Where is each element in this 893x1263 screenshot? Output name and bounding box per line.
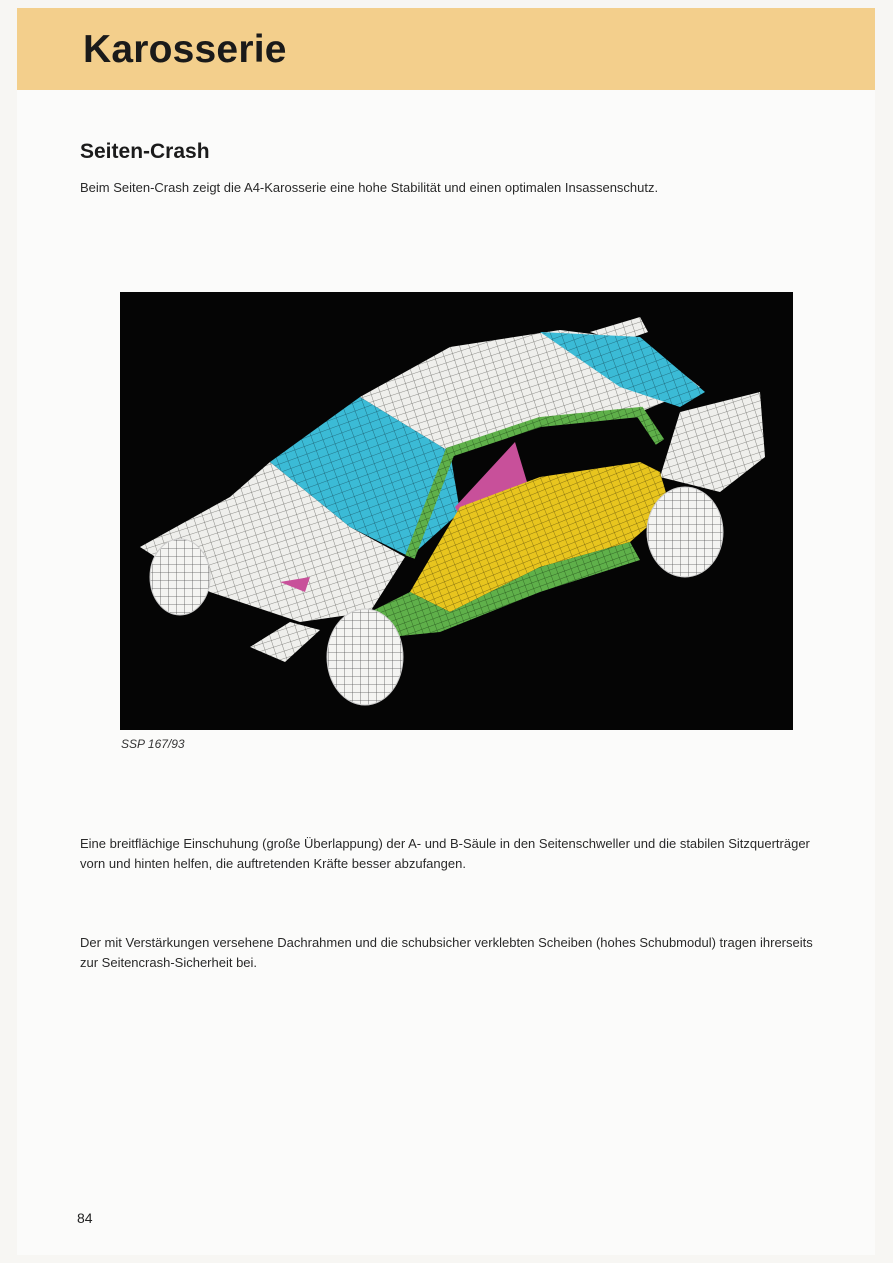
intro-paragraph: Beim Seiten-Crash zeigt die A4-Karosserie eine hohe Stabilität und einen optimalen Insassenschutz.: [80, 180, 659, 195]
header-band: [17, 8, 875, 90]
front-structure: [250, 622, 320, 662]
body-paragraph-2: Der mit Verstärkungen versehene Dachrahmen und die schubsicher verklebten Scheiben (hohes Schubmodul) tragen ihrerseits zur Seitencrash-Sicherheit bei.: [80, 935, 813, 970]
page-title: Karosserie: [83, 28, 287, 71]
figure-caption: SSP 167/93: [121, 737, 185, 751]
crash-simulation-figure: [120, 292, 793, 730]
front-left-wheel: [150, 539, 210, 615]
rear-end: [660, 392, 765, 492]
rear-wheel: [647, 487, 723, 577]
document-page: [17, 8, 875, 1255]
front-right-wheel: [327, 609, 403, 705]
section-heading: Seiten-Crash: [80, 140, 210, 163]
car-mesh-illustration: [120, 292, 793, 730]
body-paragraph-1: Eine breitflächige Einschuhung (große Überlappung) der A- und B-Säule in den Seitenschweller und die stabilen Sitzquerträger vorn und hinten helfen, die auftretenden Kräfte besser abzufangen.: [80, 836, 810, 871]
page-number: 84: [77, 1210, 93, 1226]
